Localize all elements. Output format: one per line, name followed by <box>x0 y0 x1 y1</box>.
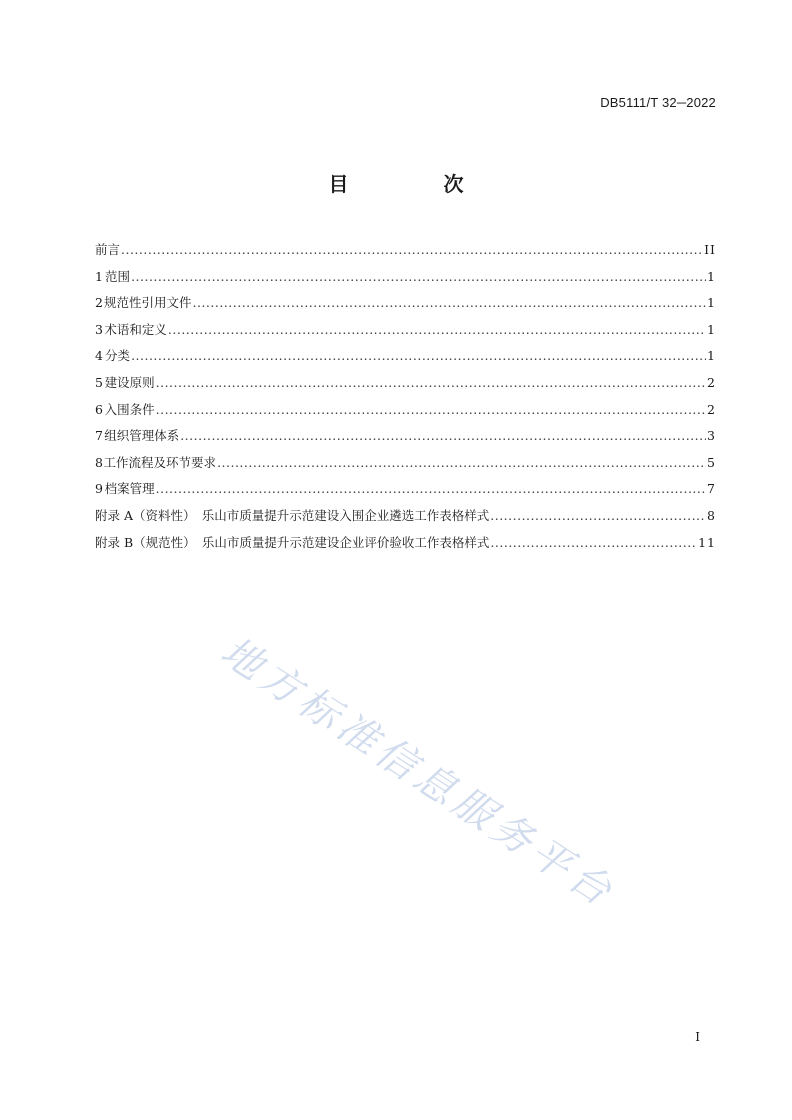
toc-entry-number: 9 <box>95 481 103 497</box>
toc-entry-number: 6 <box>95 401 103 417</box>
toc-entry-label: 规范性引用文件 <box>103 295 192 311</box>
toc-entry-page: 5 <box>707 454 716 470</box>
toc-entry-label: 分类 <box>105 348 131 364</box>
toc-entry-page: 1 <box>707 348 716 364</box>
toc-entry-label: 附录 B（规范性） 乐山市质量提升示范建设企业评价验收工作表格样式 <box>95 534 490 550</box>
toc-entry-number: 2 <box>95 295 103 311</box>
toc-leader-dots <box>217 453 706 473</box>
toc-entry-appendix-b[interactable] <box>95 533 716 560</box>
toc-leader-dots <box>168 320 706 340</box>
toc-entry-terms[interactable] <box>95 320 716 347</box>
toc-entry-page: 1 <box>707 268 716 284</box>
toc-entry-entry-conditions[interactable] <box>95 400 716 427</box>
toc-leader-dots <box>121 240 703 260</box>
toc-entry-page: 8 <box>707 507 716 523</box>
toc-entry-page: 2 <box>707 374 716 390</box>
toc-entry-scope[interactable] <box>95 267 716 294</box>
toc-entry-page: 3 <box>707 428 716 444</box>
toc-entry-number: 1 <box>95 268 103 284</box>
toc-entry-number: 5 <box>95 374 103 390</box>
table-of-contents <box>95 240 716 559</box>
toc-entry-label: 入围条件 <box>104 401 155 417</box>
watermark: 地方标准信息服务平台 <box>212 628 624 918</box>
toc-entry-normative-references[interactable] <box>95 293 716 320</box>
toc-leader-dots <box>131 267 706 287</box>
toc-entry-label: 术语和定义 <box>104 321 167 337</box>
toc-leader-dots <box>192 293 706 313</box>
toc-leader-dots <box>131 346 706 366</box>
toc-entry-label: 组织管理体系 <box>104 428 180 444</box>
toc-leader-dots <box>156 400 706 420</box>
toc-entry-page: 1 <box>707 295 716 311</box>
toc-entry-label: 建设原则 <box>104 374 155 390</box>
page-number: I <box>695 1030 700 1044</box>
toc-leader-dots <box>490 533 697 553</box>
toc-entry-workflow[interactable] <box>95 453 716 480</box>
toc-leader-dots <box>180 426 706 446</box>
toc-title: 目 次 <box>328 172 508 196</box>
toc-entry-foreword[interactable] <box>95 240 716 267</box>
toc-entry-principles[interactable] <box>95 373 716 400</box>
toc-leader-dots <box>156 373 706 393</box>
toc-entry-archives[interactable] <box>95 479 716 506</box>
toc-entry-number: 7 <box>95 428 103 444</box>
toc-entry-page: 2 <box>707 401 716 417</box>
toc-entry-label: 工作流程及环节要求 <box>103 454 217 470</box>
toc-leader-dots <box>490 506 706 526</box>
toc-entry-page: 11 <box>698 534 716 550</box>
toc-entry-appendix-a[interactable] <box>95 506 716 533</box>
toc-entry-label: 前言 <box>95 242 121 257</box>
toc-entry-page: 7 <box>707 481 716 497</box>
toc-entry-page: II <box>704 242 716 257</box>
toc-entry-label: 附录 A（资料性） 乐山市质量提升示范建设入围企业遴选工作表格样式 <box>95 507 490 523</box>
toc-entry-classification[interactable] <box>95 346 716 373</box>
toc-entry-number: 8 <box>95 454 103 470</box>
toc-entry-label: 档案管理 <box>104 481 155 497</box>
document-code: DB5111/T 32─2022 <box>600 95 716 110</box>
toc-leader-dots <box>156 479 706 499</box>
toc-entry-number: 4 <box>95 348 103 364</box>
toc-entry-number: 3 <box>95 321 103 337</box>
toc-entry-page: 1 <box>707 321 716 337</box>
toc-entry-label: 范围 <box>105 268 131 284</box>
toc-entry-organization[interactable] <box>95 426 716 453</box>
